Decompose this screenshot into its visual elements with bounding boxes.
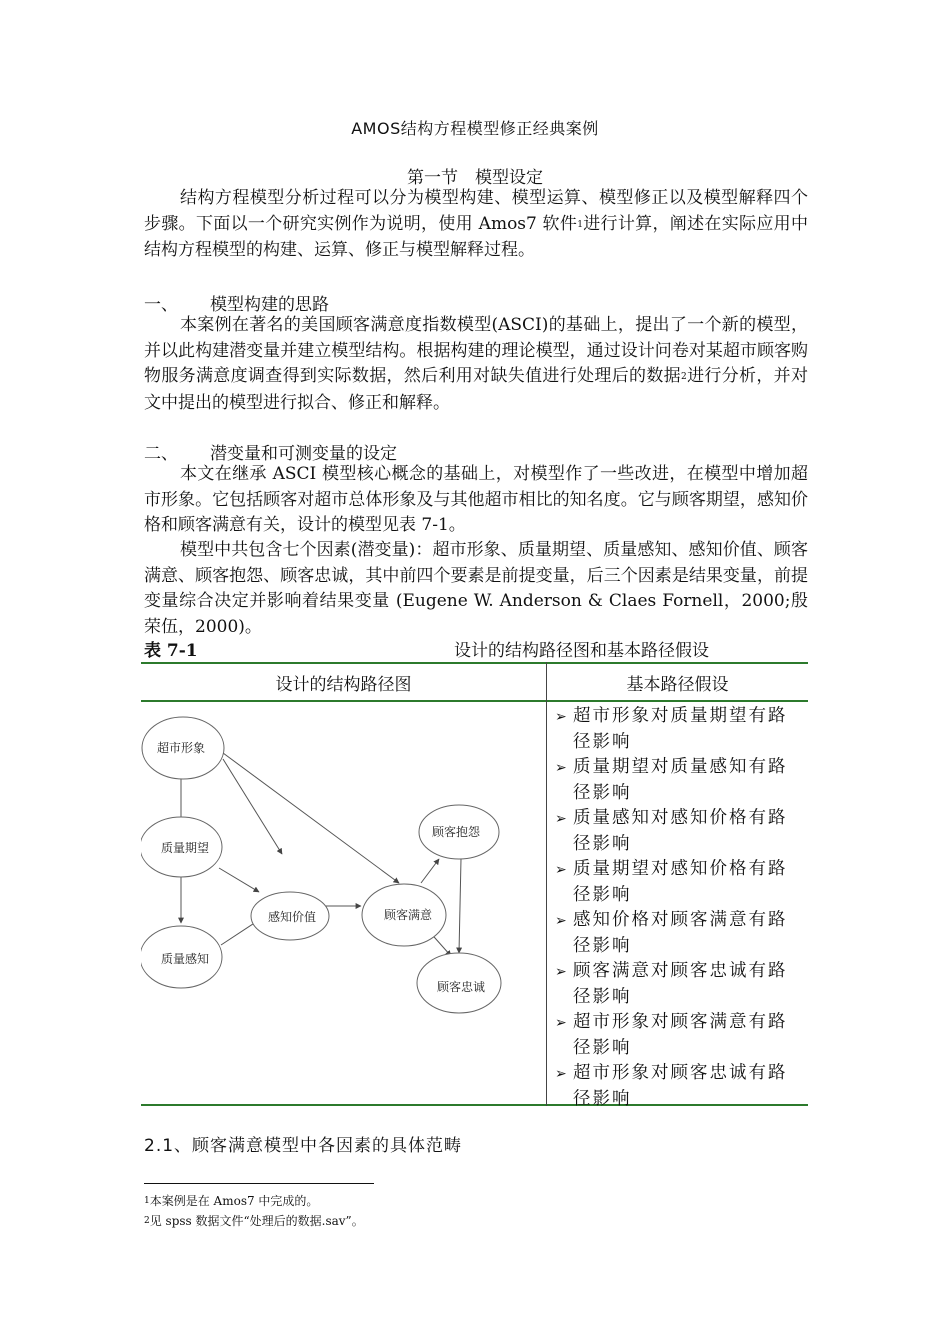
paragraph-3: 模型中共包含七个因素(潜变量)：超市形象、质量期望、质量感知、感知价值、顾客满意、顾客抱怨、顾客忠诚，其中前四个要素是前提变量，后三个因素是结果变量，前提变量综合决定并影响着结果变量 (Eugene W. Anderson & Claes Fornell，2000;殷荣伍，2000)。 [144,540,808,637]
hypothesis-item: ➢ 超市形象对质量期望有路径影响 [555,706,788,752]
arrow-bullet-icon: ➢ [555,811,567,827]
node-image-label: 超市形象 [156,741,206,755]
intro-text-part1: 结构方程模型分析过程可以分为模型构建、模型运算、模型修正以及模型解释四个步骤。下面以一个研究实例作为说明，使用 Amos7 软件 [144,188,808,234]
node-complaint-label: 顾客抱怨 [431,825,481,839]
node-quality-perceive-label: 质量感知 [160,952,210,966]
hypothesis-item: ➢ 质量期望对质量感知有路径影响 [555,757,788,803]
heading-2-number: 二、 [144,444,178,464]
arrow-bullet-icon: ➢ [555,964,567,980]
footnote-1 [144,1192,318,1209]
arrow-bullet-icon: ➢ [555,709,567,725]
structural-path-diagram [141,702,546,1106]
intro-text-part2: 进行计算，阐述在实际应用中结构方程模型的构建、运算、修正与模型解释过程。 [144,213,808,260]
hypotheses-list [555,704,805,1112]
hypothesis-item: ➢ 质量期望对感知价格有路径影响 [555,859,788,905]
node-quality-expect-label: 质量期望 [160,841,210,855]
hypothesis-item: ➢ 超市形象对顾客忠诚有路径影响 [555,1063,788,1109]
arrow-bullet-icon: ➢ [555,862,567,878]
section-title: 第一节 模型设定 [407,168,543,188]
arrow-bullet-icon: ➢ [555,1015,567,1031]
footnote-2 [144,1212,364,1229]
table-name: 设计的结构路径图和基本路径假设 [454,641,709,661]
col-header-hypotheses: 基本路径假设 [626,675,729,695]
subheading-2-1: 2.1、顾客满意模型中各因素的具体范畴 [144,1136,463,1156]
table-caption [144,636,808,661]
heading-1 [144,290,329,315]
heading-1-text: 模型构建的思路 [210,295,329,315]
footnote-2-number: 2 [144,1216,150,1226]
table-column-divider [546,662,547,1106]
hypothesis-item: ➢ 超市形象对顾客满意有路径影响 [555,1012,788,1058]
footnote-ref-2: 2 [681,372,687,382]
paragraph-1 [144,313,808,416]
heading-2 [144,439,397,464]
table-top-rule [141,662,808,664]
heading-1-number: 一、 [144,295,178,315]
footnote-ref-1: 1 [577,219,583,230]
intro-paragraph [144,186,808,264]
heading-2-text: 潜变量和可测变量的设定 [210,444,397,464]
arrow-bullet-icon: ➢ [555,913,567,929]
path-satisfaction-to-complaint [421,859,439,883]
hypothesis-item: ➢ 质量感知对感知价格有路径影响 [555,808,788,854]
para1-text-part2: 进行分析，并对文中提出的模型进行拟合、修正和解释。 [144,366,809,413]
path-complaint-to-loyalty [459,859,461,953]
hypothesis-item: ➢ 感知价格对顾客满意有路径影响 [555,910,788,956]
hypothesis-item: ➢ 顾客满意对顾客忠诚有路径影响 [555,961,788,1007]
node-value-label: 感知价值 [267,910,317,924]
node-loyalty-label: 顾客忠诚 [436,980,486,994]
node-satisfaction-label: 顾客满意 [383,908,433,922]
footnote-separator [144,1183,374,1184]
path-image-to-satisfaction [219,750,399,883]
table-number: 表 7-1 [144,641,198,661]
footnote-1-text: 本案例是在 Amos7 中完成的。 [149,1194,319,1208]
doc-title: AMOS结构方程模型修正经典案例 [351,119,599,138]
footnote-1-number: 1 [144,1196,150,1206]
path-table [141,662,808,1109]
path-expect-to-value [219,868,259,892]
footnote-2-text: 见 spss 数据文件“处理后的数据.sav”。 [149,1214,364,1228]
arrow-bullet-icon: ➢ [555,760,567,776]
col-header-diagram: 设计的结构路径图 [275,675,412,695]
arrow-bullet-icon: ➢ [555,1066,567,1082]
paragraph-2: 本文在继承 ASCI 模型核心概念的基础上，对模型作了一些改进，在模型中增加超市形象。它包括顾客对超市总体形象及与其他超市相比的知名度。它与顾客期望，感知价格和顾客满意有关，设计的模型见表 7-1。 [144,464,808,535]
path-image-to-value [223,759,282,854]
para1-text-part1: 本案例在著名的美国顾客满意度指数模型(ASCI)的基础上，提出了一个新的模型，并以此构建潜变量并建立模型结构。根据构建的理论模型，通过设计问卷对某超市顾客购物服务满意度调查得到实际数据，然后利用对缺失值进行处理后的数据 [144,315,808,386]
